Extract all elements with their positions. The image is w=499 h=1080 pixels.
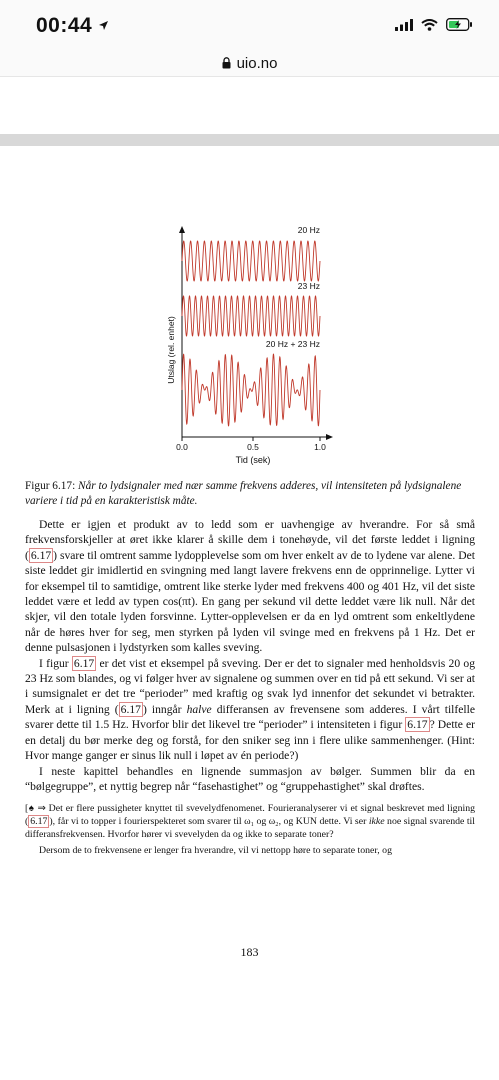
beat-waveform-chart — [160, 210, 335, 472]
note-paragraph: [♠ ⇒ Det er flere pussigheter knyttet til svevelydfenomenet. Fourieranalyserer vi et signal beskrevet med ligning ( 6.17 ), får vi to topper i fourierspekteret som svarer til ω₁ og ω₂, og KUN dette. Vi ser ikke noe signal svarende til differansfrekvensen. Hvorfor hører vi svevelyden da og ikke to separate toner? — [25, 803, 475, 841]
wifi-icon — [421, 19, 438, 31]
x-tick-label-1: 0.5 — [247, 442, 259, 452]
wave-23hz — [182, 296, 320, 336]
paragraph-3: I neste kapittel behandles en lignende summasjon av bølger. Summen blir da en “bølgegruppe”, et nyttig begrep når “fasehastighet” og “gruppehastighet” skal drøftes. — [25, 764, 475, 793]
x-axis-label: Tid (sek) — [235, 455, 271, 465]
figure-ref-link[interactable]: 6.17 — [73, 656, 95, 670]
caption-text: Når to lydsignaler med nær samme frekvens adderes, vil intensiteten på lydsignalene variere i tid på en karakteristisk måte. — [25, 480, 462, 507]
x-tick-label-2: 1.0 — [314, 442, 326, 452]
url-text: uio.no — [236, 54, 278, 72]
battery-charging-icon — [446, 18, 473, 31]
signal-icon — [395, 19, 413, 31]
body-text — [25, 517, 475, 857]
note-paragraph-2: Dersom de to frekvensene er lenger fra hverandre, vil vi nettopp høre to separate toner, og — [39, 845, 392, 857]
status-bar — [0, 0, 499, 50]
figure-caption — [25, 479, 475, 509]
equation-ref-link[interactable]: 6.17 — [30, 816, 48, 828]
figure-ref-link[interactable]: 6.17 — [407, 718, 428, 732]
x-tick-label-0: 0.0 — [176, 442, 188, 452]
series-label-20hz: 20 Hz — [297, 225, 320, 235]
page-separator — [0, 134, 499, 146]
paragraph-1: Dette er igjen et produkt av to ledd som er uavhengige av hverandre. For så små frekvensforskjeller at øret ikke klarer å skille dem i tonehøyde, vil det første leddet i ligning ( 6.17 ) svare til omtrent samme lydopplevelse som om hver enkelt av de to lydene var alene. Det siste leddet gir imidlertid en svingning med langt lavere frekvens enn de opprinnelige. Lytter vi for eksempel til to samtidige, omtrent like sterke lyder med frekvens 400 og 401 Hz, vil det siste leddet være et ledd av typen cos(πt). En gang per sekund vil dette leddet være lik null. Når det skjer, vil den totale lyden forsvinne. Lytter-opplevelsen er da en lyd omtrent som enkeltlydene når de høres hver for seg, men styrken på lyden vil svinge med en frekvens på 1 Hz. Det er denne pulsasjonen i lydstyrken som kalles sveving. — [25, 518, 475, 655]
equation-ref-link[interactable]: 6.17 — [120, 702, 141, 716]
y-axis-label: Utslag (rel. enhet) — [166, 316, 176, 384]
status-icons — [395, 18, 473, 31]
series-label-23hz: 23 Hz — [297, 281, 320, 291]
page-number: 183 — [240, 945, 259, 959]
lock-icon — [222, 57, 231, 69]
caption-label: Figur 6.17: — [25, 480, 76, 492]
series-label-sum: 20 Hz + 23 Hz — [265, 339, 320, 349]
page-top-area — [0, 77, 499, 135]
y-axis-arrow — [179, 226, 185, 233]
wave-20hz — [182, 241, 320, 281]
status-time: 00:44 — [36, 14, 93, 37]
equation-ref-link[interactable]: 6.17 — [30, 548, 52, 562]
wave-sum — [182, 354, 320, 426]
address-bar[interactable] — [0, 50, 499, 77]
x-axis-arrow — [326, 434, 333, 440]
paragraph-2: I figur 6.17 er det vist et eksempel på sveving. Der er det to signaler med henholdsvis 20 og 23 Hz som blandes, og vi følger hver av signalene og summen over en tid på ett sekund. Vi ser at i sumsignalet er det tre “perioder” med kraftig og svak lyd innenfor det sekundet vi betrakter. Merk at i ligning ( 6.17 ) inngår halve differansen av frevensene som adderes. I vårt tilfelle svarer dette til 1.5 Hz. Hvorfor blir det likevel tre “perioder” i intensiteten i figur 6.17 ? Dette er en detalj du bør merke deg og forstå, for den sniker seg inn i flere ulike sammenhenger. (Hint: Hvor mange ganger er sinus lik null i løpet av én periode?) — [25, 656, 476, 763]
location-arrow-icon — [98, 18, 109, 36]
figure-6-17 — [160, 210, 335, 472]
